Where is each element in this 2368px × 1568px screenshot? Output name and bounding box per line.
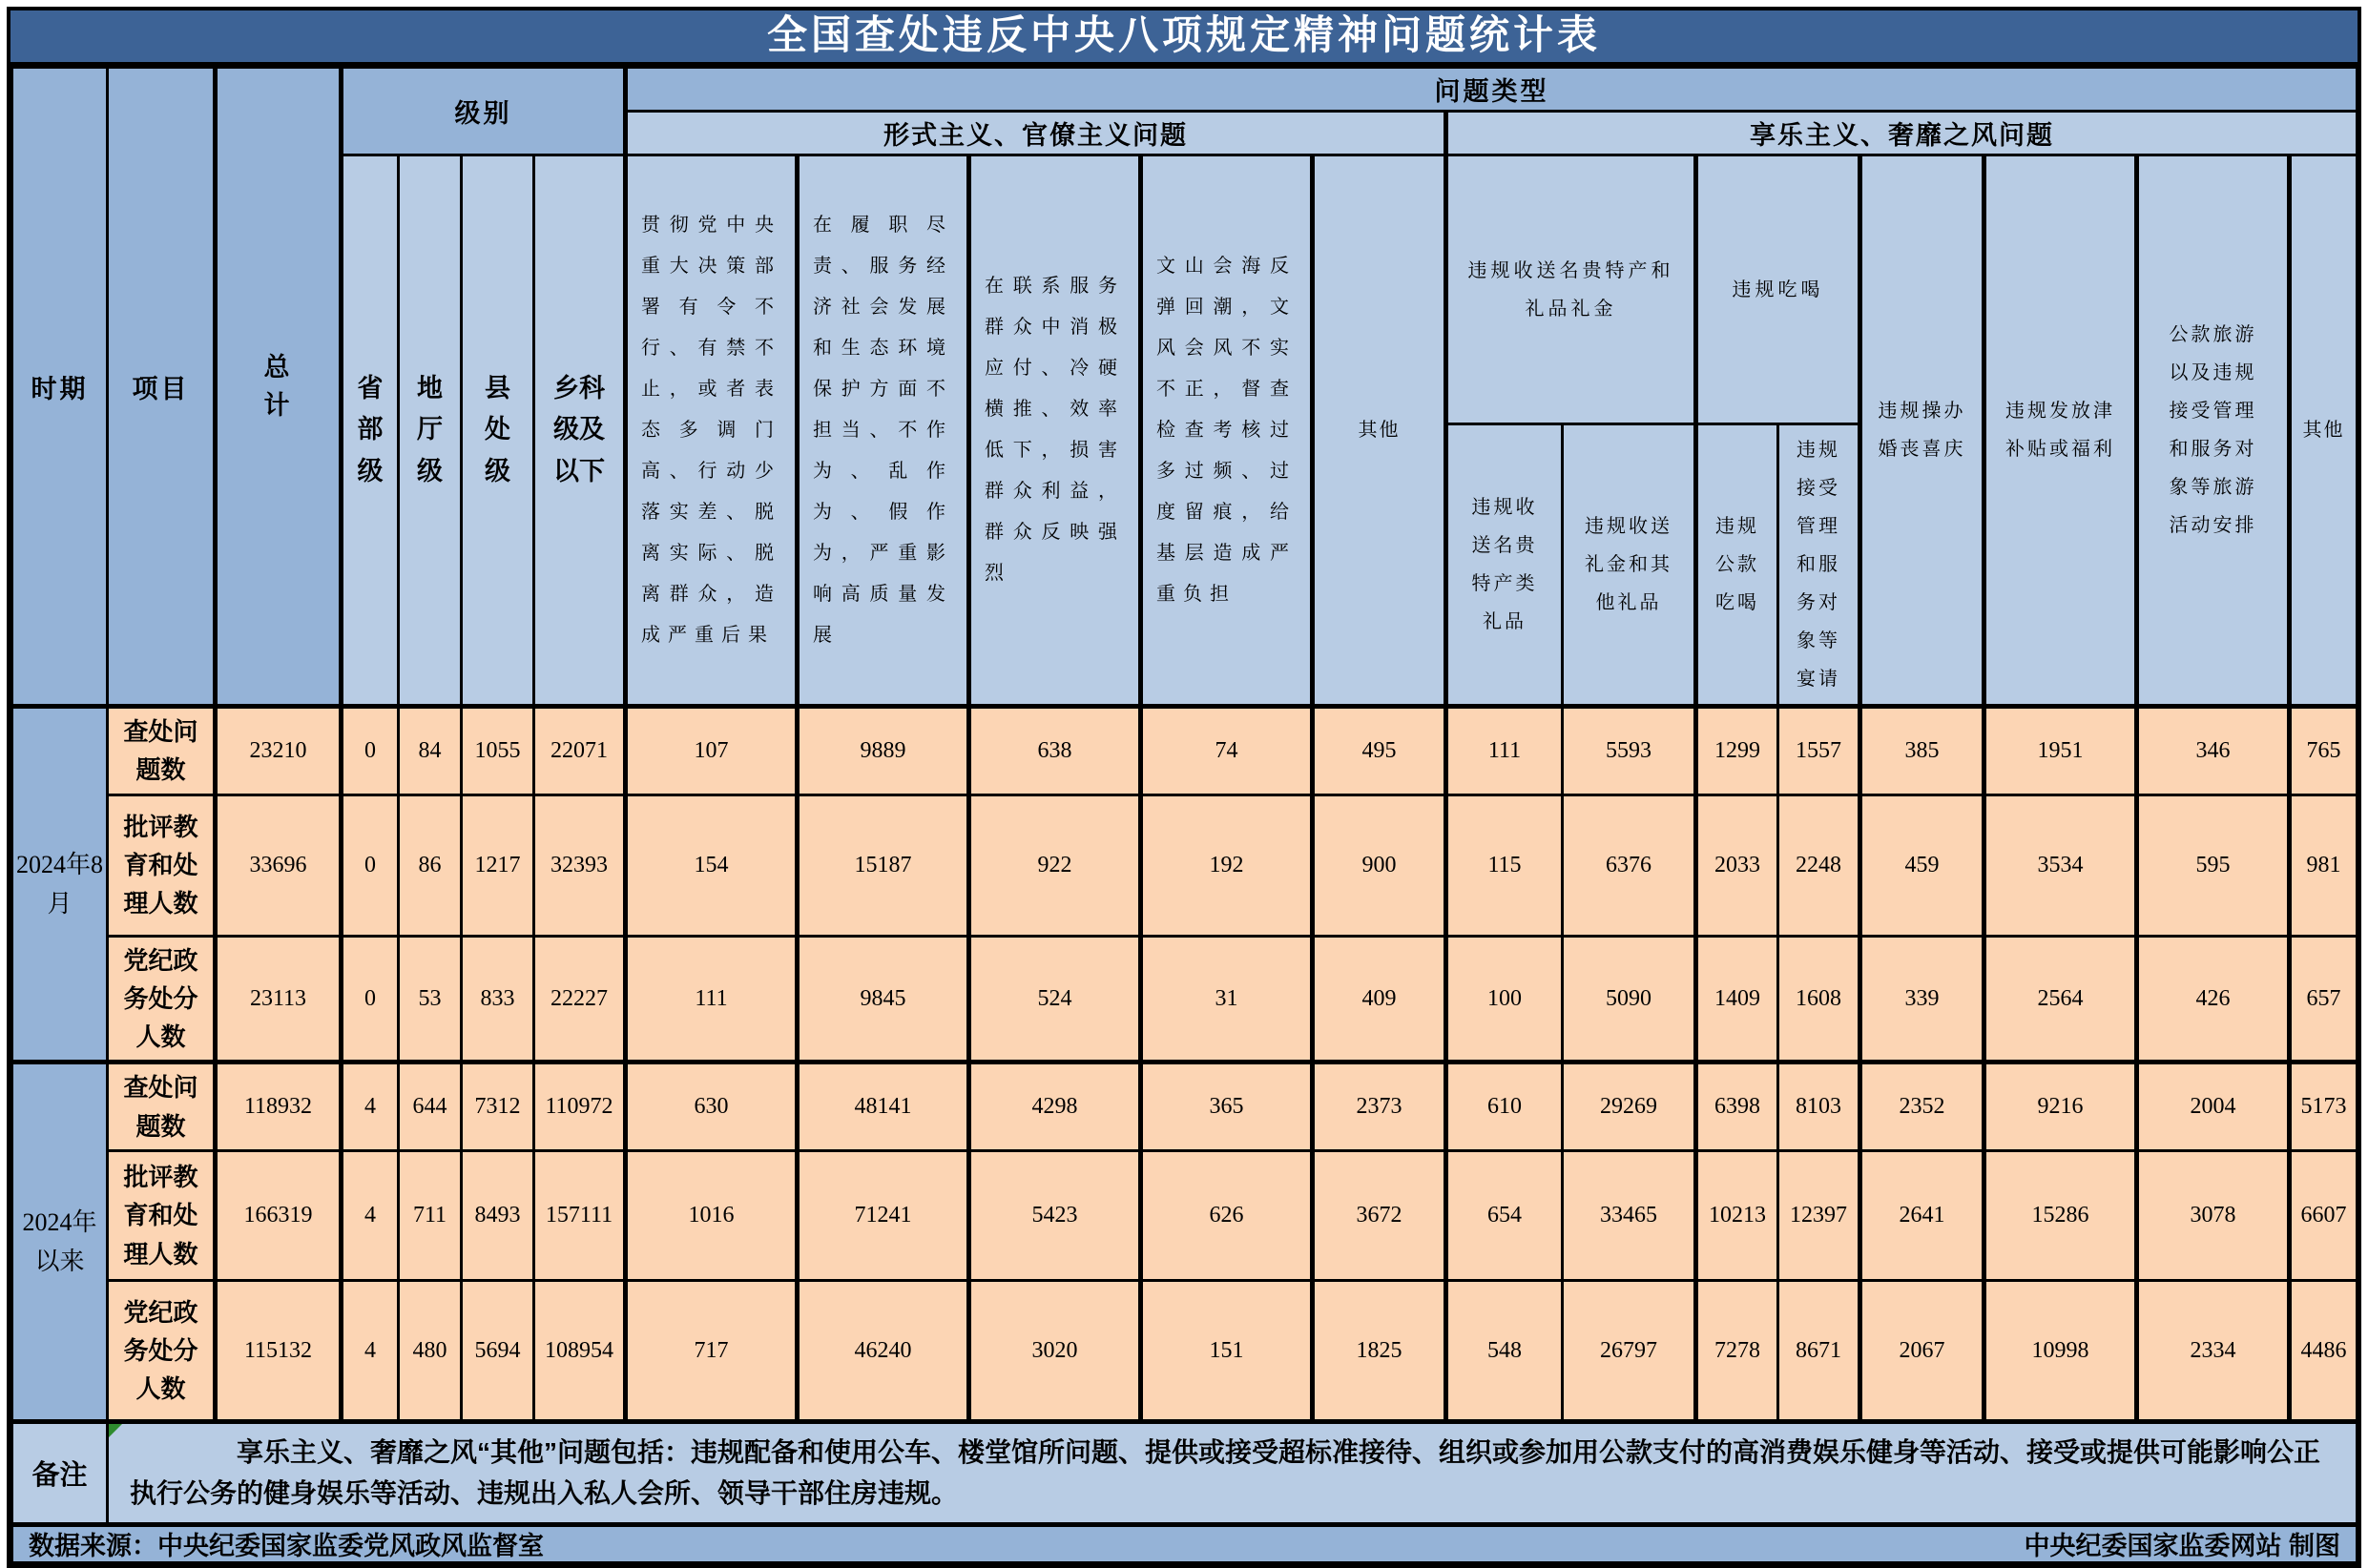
value-cell: 166319	[216, 1151, 342, 1281]
row-label: 党纪政务处分人数	[108, 936, 216, 1063]
value-cell: 654	[1446, 1151, 1563, 1281]
value-cell: 365	[1141, 1063, 1313, 1151]
value-cell: 2067	[1860, 1281, 1984, 1422]
data-row	[12, 1063, 2358, 1151]
value-cell: 4486	[2290, 1281, 2358, 1422]
value-cell: 657	[2290, 936, 2358, 1063]
value-cell: 154	[626, 794, 798, 936]
value-cell: 29269	[1563, 1063, 1696, 1151]
header-jibie: 级别	[342, 68, 626, 155]
value-cell: 9889	[798, 707, 969, 795]
value-cell: 22227	[534, 936, 626, 1063]
value-cell: 7312	[462, 1063, 534, 1151]
header-level-prefecture: 地厅级	[399, 155, 462, 707]
value-cell: 6376	[1563, 794, 1696, 936]
value-cell: 4	[342, 1281, 399, 1422]
value-cell: 4298	[969, 1063, 1141, 1151]
value-cell: 23210	[216, 707, 342, 795]
value-cell: 8103	[1778, 1063, 1860, 1151]
value-cell: 86	[399, 794, 462, 936]
value-cell: 5593	[1563, 707, 1696, 795]
value-cell: 630	[626, 1063, 798, 1151]
value-cell: 495	[1313, 707, 1446, 795]
value-cell: 1409	[1696, 936, 1778, 1063]
value-cell: 922	[969, 794, 1141, 936]
row-label: 查处问题数	[108, 1063, 216, 1151]
value-cell: 0	[342, 936, 399, 1063]
value-cell: 107	[626, 707, 798, 795]
header-formalism-2: 在履职尽责、服务经济社会发展和生态环境保护方面不担当、不作为、乱作为、假作为，严重影响高质量发展	[798, 155, 969, 707]
value-cell: 5173	[2290, 1063, 2358, 1151]
value-cell: 8493	[462, 1151, 534, 1281]
value-cell: 1299	[1696, 707, 1778, 795]
value-cell: 0	[342, 707, 399, 795]
data-row	[12, 1151, 2358, 1281]
statistics-table	[10, 66, 2358, 1564]
value-cell: 10998	[1984, 1281, 2137, 1422]
header-public-funded-travel: 公款旅游以及违规接受管理和服务对象等旅游活动安排	[2137, 155, 2290, 707]
header-gifts-sub-1: 违规收送名贵特产类礼品	[1446, 424, 1563, 707]
value-cell: 151	[1141, 1281, 1313, 1422]
value-cell: 26797	[1563, 1281, 1696, 1422]
header-xiangmu: 项目	[108, 68, 216, 707]
value-cell: 2004	[2137, 1063, 2290, 1151]
value-cell: 15286	[1984, 1151, 2137, 1281]
value-cell: 8671	[1778, 1281, 1860, 1422]
value-cell: 0	[342, 794, 399, 936]
value-cell: 548	[1446, 1281, 1563, 1422]
period-label: 2024年以来	[12, 1063, 108, 1422]
value-cell: 1825	[1313, 1281, 1446, 1422]
period-label: 2024年8月	[12, 707, 108, 1063]
value-cell: 6607	[2290, 1151, 2358, 1281]
value-cell: 74	[1141, 707, 1313, 795]
header-level-county: 县处级	[462, 155, 534, 707]
row-label: 查处问题数	[108, 707, 216, 795]
value-cell: 111	[626, 936, 798, 1063]
data-source-text: 数据来源：中央纪委国家监委党风政风监督室	[29, 1532, 544, 1561]
header-row-1	[12, 68, 2358, 112]
header-level-township: 乡科级及以下	[534, 155, 626, 707]
value-cell: 2373	[1313, 1063, 1446, 1151]
value-cell: 610	[1446, 1063, 1563, 1151]
row-label: 批评教育和处理人数	[108, 794, 216, 936]
value-cell: 2248	[1778, 794, 1860, 936]
value-cell: 115132	[216, 1281, 342, 1422]
value-cell: 15187	[798, 794, 969, 936]
value-cell: 111	[1446, 707, 1563, 795]
value-cell: 4	[342, 1151, 399, 1281]
header-formalism-group: 形式主义、官僚主义问题	[626, 112, 1446, 155]
header-row-3	[12, 155, 2358, 424]
value-cell: 426	[2137, 936, 2290, 1063]
page-title: 全国查处违反中央八项规定精神问题统计表	[10, 10, 2358, 66]
value-cell: 10213	[1696, 1151, 1778, 1281]
header-zongji-label: 总计	[263, 352, 293, 420]
header-hedonism-group: 享乐主义、奢靡之风问题	[1446, 112, 2358, 155]
remark-cell	[108, 1422, 2358, 1525]
header-allowances: 违规发放津补贴或福利	[1984, 155, 2137, 707]
value-cell: 6398	[1696, 1063, 1778, 1151]
remark-text: 享乐主义、奢靡之风“其他”问题包括：违规配备和使用公车、楼堂馆所问题、提供或接受超标准接待、组织或参加用公款支付的高消费娱乐健身等活动、接受或提供可能影响公正执行公务的健身娱乐等活动、违规出入私人会所、领导干部住房违规。	[130, 1437, 2321, 1509]
value-cell: 192	[1141, 794, 1313, 936]
header-formalism-1: 贯彻党中央重大决策部署有令不行、有禁不止，或者表态多调门高、行动少落实差、脱离实际、脱离群众，造成严重后果	[626, 155, 798, 707]
row-label: 党纪政务处分人数	[108, 1281, 216, 1422]
value-cell: 2641	[1860, 1151, 1984, 1281]
value-cell: 2352	[1860, 1063, 1984, 1151]
value-cell: 595	[2137, 794, 2290, 936]
value-cell: 385	[1860, 707, 1984, 795]
value-cell: 5090	[1563, 936, 1696, 1063]
value-cell: 110972	[534, 1063, 626, 1151]
value-cell: 33465	[1563, 1151, 1696, 1281]
value-cell: 4	[342, 1063, 399, 1151]
value-cell: 115	[1446, 794, 1563, 936]
value-cell: 5694	[462, 1281, 534, 1422]
value-cell: 900	[1313, 794, 1446, 936]
header-wenti-leixing: 问题类型	[626, 68, 2358, 112]
value-cell: 84	[399, 707, 462, 795]
value-cell: 1016	[626, 1151, 798, 1281]
data-row	[12, 794, 2358, 936]
value-cell: 157111	[534, 1151, 626, 1281]
value-cell: 33696	[216, 794, 342, 936]
header-eating-group: 违规吃喝	[1696, 155, 1860, 424]
remark-row	[12, 1422, 2358, 1525]
value-cell: 3534	[1984, 794, 2137, 936]
value-cell: 118932	[216, 1063, 342, 1151]
header-formalism-other: 其他	[1313, 155, 1446, 707]
credit-text: 中央纪委国家监委网站 制图	[2024, 1532, 2341, 1561]
table-frame	[7, 7, 2361, 1568]
value-cell: 2033	[1696, 794, 1778, 936]
value-cell: 5423	[969, 1151, 1141, 1281]
value-cell: 459	[1860, 794, 1984, 936]
value-cell: 1951	[1984, 707, 2137, 795]
value-cell: 346	[2137, 707, 2290, 795]
value-cell: 717	[626, 1281, 798, 1422]
value-cell: 53	[399, 936, 462, 1063]
value-cell: 1557	[1778, 707, 1860, 795]
value-cell: 981	[2290, 794, 2358, 936]
value-cell: 46240	[798, 1281, 969, 1422]
data-row	[12, 1281, 2358, 1422]
value-cell: 626	[1141, 1151, 1313, 1281]
value-cell: 3078	[2137, 1151, 2290, 1281]
value-cell: 711	[399, 1151, 462, 1281]
header-formalism-3: 在联系服务群众中消极应付、冷硬横推、效率低下，损害群众利益，群众反映强烈	[969, 155, 1141, 707]
green-corner-flag-icon	[109, 1424, 122, 1437]
header-zongji	[216, 68, 342, 707]
value-cell: 48141	[798, 1063, 969, 1151]
value-cell: 12397	[1778, 1151, 1860, 1281]
header-eating-sub-1: 违规公款吃喝	[1696, 424, 1778, 707]
value-cell: 480	[399, 1281, 462, 1422]
header-weddings-funerals: 违规操办婚丧喜庆	[1860, 155, 1984, 707]
value-cell: 23113	[216, 936, 342, 1063]
value-cell: 100	[1446, 936, 1563, 1063]
value-cell: 71241	[798, 1151, 969, 1281]
value-cell: 108954	[534, 1281, 626, 1422]
value-cell: 644	[399, 1063, 462, 1151]
header-hedonism-other: 其他	[2290, 155, 2358, 707]
value-cell: 409	[1313, 936, 1446, 1063]
value-cell: 638	[969, 707, 1141, 795]
header-level-province: 省部级	[342, 155, 399, 707]
value-cell: 22071	[534, 707, 626, 795]
value-cell: 524	[969, 936, 1141, 1063]
value-cell: 2564	[1984, 936, 2137, 1063]
value-cell: 9216	[1984, 1063, 2137, 1151]
header-formalism-4: 文山会海反弹回潮，文风会风不实不正，督查检查考核过多过频、过度留痕，给基层造成严重负担	[1141, 155, 1313, 707]
header-eating-sub-2: 违规接受管理和服务对象等宴请	[1778, 424, 1860, 707]
value-cell: 7278	[1696, 1281, 1778, 1422]
value-cell: 833	[462, 936, 534, 1063]
footer-bar	[12, 1524, 2358, 1562]
header-gifts-group: 违规收送名贵特产和礼品礼金	[1446, 155, 1696, 424]
value-cell: 1055	[462, 707, 534, 795]
value-cell: 1217	[462, 794, 534, 936]
value-cell: 31	[1141, 936, 1313, 1063]
row-label: 批评教育和处理人数	[108, 1151, 216, 1281]
value-cell: 9845	[798, 936, 969, 1063]
header-gifts-sub-2: 违规收送礼金和其他礼品	[1563, 424, 1696, 707]
value-cell: 32393	[534, 794, 626, 936]
value-cell: 3020	[969, 1281, 1141, 1422]
data-row	[12, 936, 2358, 1063]
value-cell: 3672	[1313, 1151, 1446, 1281]
value-cell: 2334	[2137, 1281, 2290, 1422]
value-cell: 339	[1860, 936, 1984, 1063]
remark-label: 备注	[12, 1422, 108, 1525]
data-row	[12, 707, 2358, 795]
footer-row	[12, 1524, 2358, 1562]
header-shiqi: 时期	[12, 68, 108, 707]
value-cell: 765	[2290, 707, 2358, 795]
value-cell: 1608	[1778, 936, 1860, 1063]
